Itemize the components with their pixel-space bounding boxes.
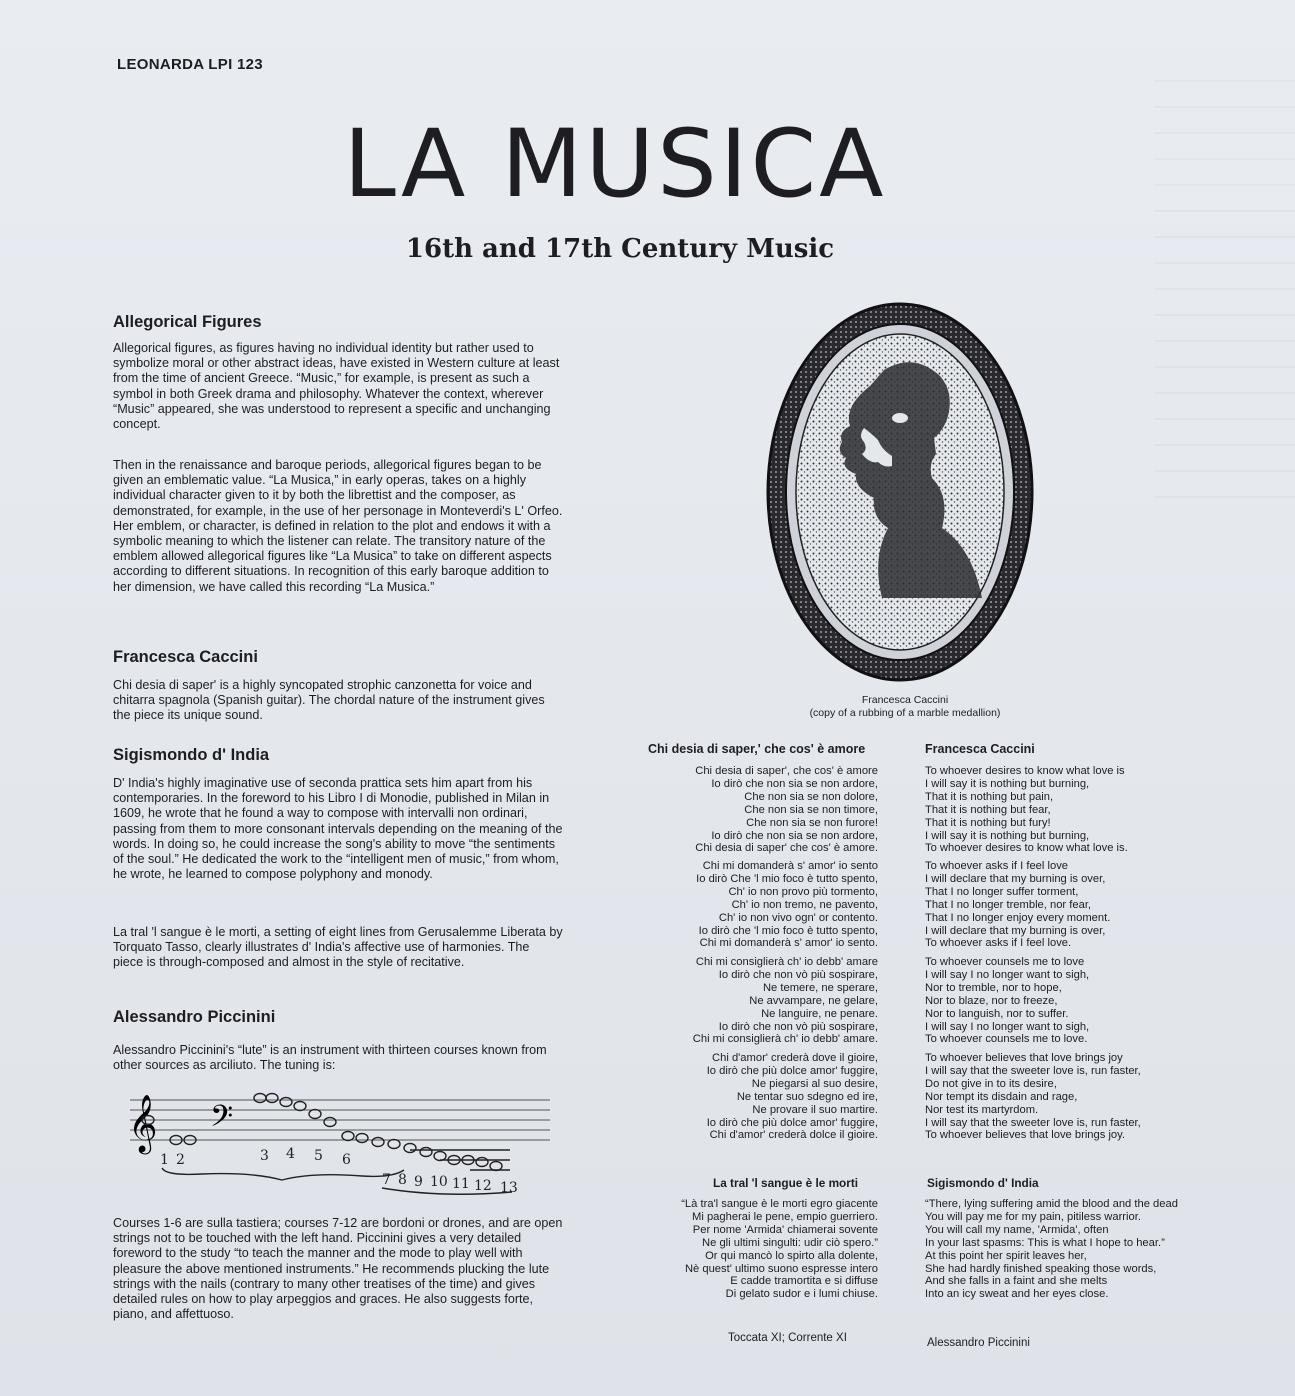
piccinini-paragraph-2: Courses 1-6 are sulla tastiera; courses 7-12 are bordoni or drones, and are open strings not to be touched with the left hand. Piccinini gives a very detailed foreword to the study “to teach the manner and the mode to play well with pleasure the above mentioned instruments.” He recommends plucking the lute strings with the nails (contrary to many other treatises of the time) and gives detailed rules on how to play arpeggios and graces. He also suggests forte, piano, and affettuoso. [113, 1216, 563, 1322]
song2-composer: Sigismondo d' India [927, 1176, 1039, 1190]
svg-text:6: 6 [342, 1152, 351, 1168]
svg-text:3: 3 [260, 1148, 269, 1164]
caccini-paragraph: Chi desia di saper' is a highly syncopated strophic canzonetta for voice and chitarra spagnola (Spanish guitar). The chordal nature of the instrument gives the piece its unique sound. [113, 678, 545, 723]
svg-text:4: 4 [286, 1146, 295, 1162]
svg-text:12: 12 [474, 1178, 492, 1194]
svg-text:11: 11 [452, 1176, 470, 1192]
india-paragraph-1: D' India's highly imaginative use of seconda prattica sets him apart from his contemporaries. In the foreword to his Libro I di Monodie, published in Milan in 1609, he wrote that he found a way to compose with intervalli non ordinari, passing from them to more consonant intervals depending on the meaning of the words. In doing so, he could increase the song's ability to move “the sentiments of the soul.” He dedicated the work to the “intelligent men of music,” from whom, he wrote, he learned to compose polyphony and monody. [113, 776, 563, 882]
lute-tuning-staff [110, 1080, 560, 1200]
bass-clef-icon: 𝄢 [210, 1100, 234, 1141]
medallion-caption [760, 694, 1050, 720]
song1-title: Chi desia di saper,' che cos' è amore [648, 742, 866, 756]
medallion-portrait [764, 300, 1036, 685]
svg-text:2: 2 [176, 1152, 185, 1168]
svg-text:8: 8 [398, 1172, 407, 1188]
allegorical-paragraph-1: Allegorical figures, as figures having no individual identity but rather used to symbolize moral or other abstract ideas, have existed in Western culture at least from the time of ancient Greece. “Music,” for example, is present as such a symbol in both Greek drama and philosophy. Whatever the context, wherever “Music” appeared, she was understood to represent a specific and unchanging concept. [113, 341, 560, 432]
song2-lines-en: “There, lying suffering amid the blood and the dead You will pay me for my pain, pitiless warrior. You will call my name, 'Armida', often In your last spasms: This is what I hope to hear.” At this point her spirit leaves her, She had hardly finished speaking those words, And she falls in a faint and she melts Into an icy sweat and her eyes close. [925, 1198, 1178, 1301]
song1-stanza-it-4: Chi d'amor' crederà dove il gioire, Io dirò che più dolce amor' fuggire, Ne piegarsi al suo desire, Ne tentar suo sdegno ed ire, Ne provare il suo martire. Io dirò che più dolce amor' fuggire, Chi d'amor' crederà dolce il gioire. [706, 1052, 878, 1142]
piccinini-paragraph-1: Alessandro Piccinini's “lute” is an instrument with thirteen courses known from other sources as arciliuto. The tuning is: [113, 1043, 547, 1073]
song1-stanza-en-1: To whoever desires to know what love is I will say it is nothing but burning, That it is nothing but pain, That it is nothing but fear, That it is nothing but fury! I will say it is nothing but burning, To whoever desires to know what love is. [925, 765, 1128, 855]
song3-title: Toccata XI; Corrente XI [728, 1332, 847, 1344]
song2-title: La tral 'l sangue è le morti [713, 1176, 859, 1190]
svg-text:10: 10 [430, 1174, 448, 1190]
tuning-course-numbers [160, 1146, 518, 1196]
heading-caccini: Francesca Caccini [113, 648, 258, 666]
svg-text:13: 13 [500, 1180, 518, 1196]
song1-stanza-it-1: Chi desia di saper', che cos' è amore Io dirò che non sia se non ardore, Che non sia se non dolore, Che non sia se non timore, Che non sia se non furore! Io dirò che non sia se non ardore, Chi desia di saper' che cos' è amore. [695, 765, 878, 855]
song1-stanza-en-2: To whoever asks if I feel love I will declare that my burning is over, That I no longer suffer torment, That I no longer tremble, nor fear, That I no longer enjoy every moment. I will declare that my burning is over, To whoever asks if I feel love. [925, 860, 1111, 950]
india-paragraph-2: La tral 'l sangue è le morti, a setting of eight lines from Gerusalemme Liberata by Torquato Tasso, clearly illustrates d' India's affective use of harmonies. The piece is through-composed and almost in the style of recitative. [113, 925, 563, 970]
song1-composer: Francesca Caccini [925, 742, 1035, 756]
catalog-number: LEONARDA LPI 123 [117, 56, 263, 73]
svg-text:5: 5 [314, 1148, 323, 1164]
svg-text:9: 9 [414, 1174, 423, 1190]
song2-lines-it: “Là tra'l sangue è le morti egro giacente Mi pagherai le pene, empio guerriero. Per nome 'Armida' chiamerai sovente Ne gli ultimi singulti: udir ciò spero.” Or qui mancò lo spirto alla dolente, Nè quest' ultimo suono espresse intero E cadde tramortita e si diffuse Di gelato sudor e i lumi chiuse. [681, 1198, 878, 1301]
treble-clef-icon: 𝄞 [128, 1094, 158, 1152]
caption-name: Francesca Caccini [861, 694, 949, 706]
album-title: LA MUSICA [343, 110, 887, 219]
album-subtitle: 16th and 17th Century Music [405, 234, 835, 264]
caption-note: (copy of a rubbing of a marble medallion) [809, 707, 1001, 719]
song3-composer: Alessandro Piccinini [927, 1337, 1030, 1349]
song1-stanza-it-3: Chi mi consiglierà ch' io debb' amare Io dirò che non vò più sospirare, Ne temere, ne sperare, Ne avvampare, ne gelare, Ne languire, ne penare. Io dirò che non vò più sospirare, Chi mi consiglierà ch' io debb' amare. [692, 956, 878, 1046]
svg-text:7: 7 [382, 1172, 391, 1188]
heading-allegorical: Allegorical Figures [113, 313, 262, 331]
svg-text:1: 1 [160, 1152, 169, 1168]
song1-stanza-en-3: To whoever counsels me to love I will say I no longer want to sigh, Nor to tremble, nor to hope, Nor to blaze, nor to freeze, Nor to languish, nor to suffer. I will say I no longer want to sigh, To whoever counsels me to love. [925, 956, 1090, 1046]
heading-piccinini: Alessandro Piccinini [113, 1008, 276, 1026]
heading-india: Sigismondo d' India [113, 746, 270, 764]
song1-stanza-it-2: Chi mi domanderà s' amor' io sento Io dirò Che 'l mio foco è tutto spento, Ch' io non provo più tormento, Ch' io non tremo, ne pavento, Ch' io non vivo ogn' or contento. Io dirò che 'l mio foco è tutto spento, Chi mi domanderà s' amor' io sento. [696, 860, 878, 950]
song1-stanza-en-4: To whoever believes that love brings joy I will say that the sweeter love is, run faster, Do not give in to its desire, Nor tempt its disdain and rage, Nor test its martyrdom. I will say that the sweeter love is, run faster, To whoever believes that love brings joy. [925, 1052, 1141, 1142]
allegorical-paragraph-2: Then in the renaissance and baroque periods, allegorical figures began to be given an emblematic value. “La Musica,” in early operas, takes on a highly individual character given to it by both the librettist and the composer, as demonstrated, for example, in the use of her personage in Monteverdi's L' Orfeo. Her emblem, or character, is defined in relation to the plot and endows it with a symbolic meaning to which the listener can relate. The transitory nature of the emblem allowed allegorical figures like “La Musica” to take on different aspects according to different situations. In recognition of this early baroque addition to her dimension, we have called this recording “La Musica.” [113, 458, 563, 594]
